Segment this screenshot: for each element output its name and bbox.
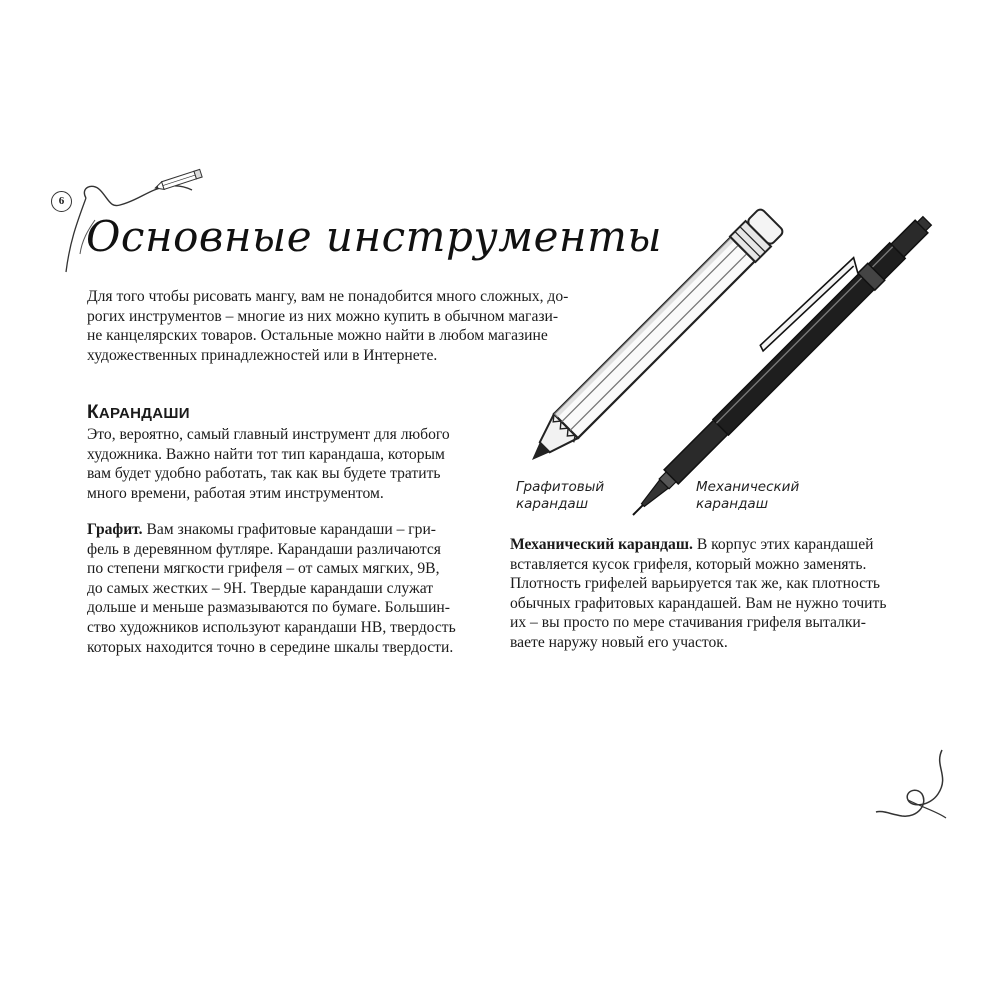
page-number: 6 xyxy=(51,191,72,212)
text-line: обычных графитовых карандашей. Вам не нужно точить xyxy=(510,594,887,612)
graphite-paragraph xyxy=(87,520,490,657)
text-line xyxy=(87,520,490,540)
caption-line: Графитовый xyxy=(516,479,605,495)
text-line: ваете наружу новый его участок. xyxy=(510,633,728,651)
text-line: Это, вероятно, самый главный инструмент для любого xyxy=(87,426,450,443)
text-fragment: Вам знакомы графитовые карандаши – гри- xyxy=(142,521,437,538)
text-line: вставляется кусок грифеля, который можно заменять. xyxy=(510,555,867,573)
text-line: художника. Важно найти тот тип карандаша, которым xyxy=(87,445,445,463)
text-line: Плотность грифелей варьируется так же, как плотность xyxy=(510,575,881,593)
mechanical-lead: Механический карандаш. xyxy=(510,536,693,553)
text-line: рогих инструментов – многие из них можно купить в обычном магази- xyxy=(87,307,559,325)
pencils-paragraph xyxy=(87,425,490,503)
heading-rest: АРАНДАШИ xyxy=(98,405,190,422)
corner-flourish xyxy=(872,746,962,836)
text-line: вам будет удобно работать, так как вы будете тратить xyxy=(87,465,441,483)
mechanical-paragraph xyxy=(510,535,912,653)
text-line: ство художников используют карандаши HB, твердость xyxy=(87,618,456,636)
text-fragment: В корпус этих карандашей xyxy=(692,536,874,553)
page-title: Основные инструменты xyxy=(86,212,663,261)
section-heading xyxy=(87,402,190,424)
text-line: не канцелярских товаров. Остальные можно найти в любом магазине xyxy=(87,327,548,345)
text-line: художественных принадлежностей или в Интернете. xyxy=(87,346,438,364)
text-line: дольше и меньше размазываются по бумаге. Большин- xyxy=(87,599,450,617)
text-line: много времени, работая этим инструментом. xyxy=(87,484,384,502)
graphite-pencil-caption xyxy=(516,479,626,513)
text-line: до самых жестких – 9H. Твердые карандаши служат xyxy=(87,579,434,597)
text-line: по степени мягкости грифеля – от самых мягких, 9B, xyxy=(87,560,440,578)
text-line xyxy=(510,535,912,555)
pencil-icon xyxy=(150,165,210,195)
text-line: их – вы просто по мере стачивания грифеля выталки- xyxy=(510,614,866,632)
caption-line: карандаш xyxy=(696,496,769,512)
graphite-lead: Графит. xyxy=(87,521,143,538)
heading-first-letter: К xyxy=(87,402,99,423)
text-line: Для того чтобы рисовать мангу, вам не понадобится много сложных, до- xyxy=(87,288,569,305)
text-line: которых находится точно в середине шкалы твердости. xyxy=(87,638,454,656)
caption-line: Механический xyxy=(696,479,800,495)
caption-line: карандаш xyxy=(516,496,589,512)
text-line: фель в деревянном футляре. Карандаши различаются xyxy=(87,540,441,558)
mechanical-pencil-caption xyxy=(696,479,826,513)
